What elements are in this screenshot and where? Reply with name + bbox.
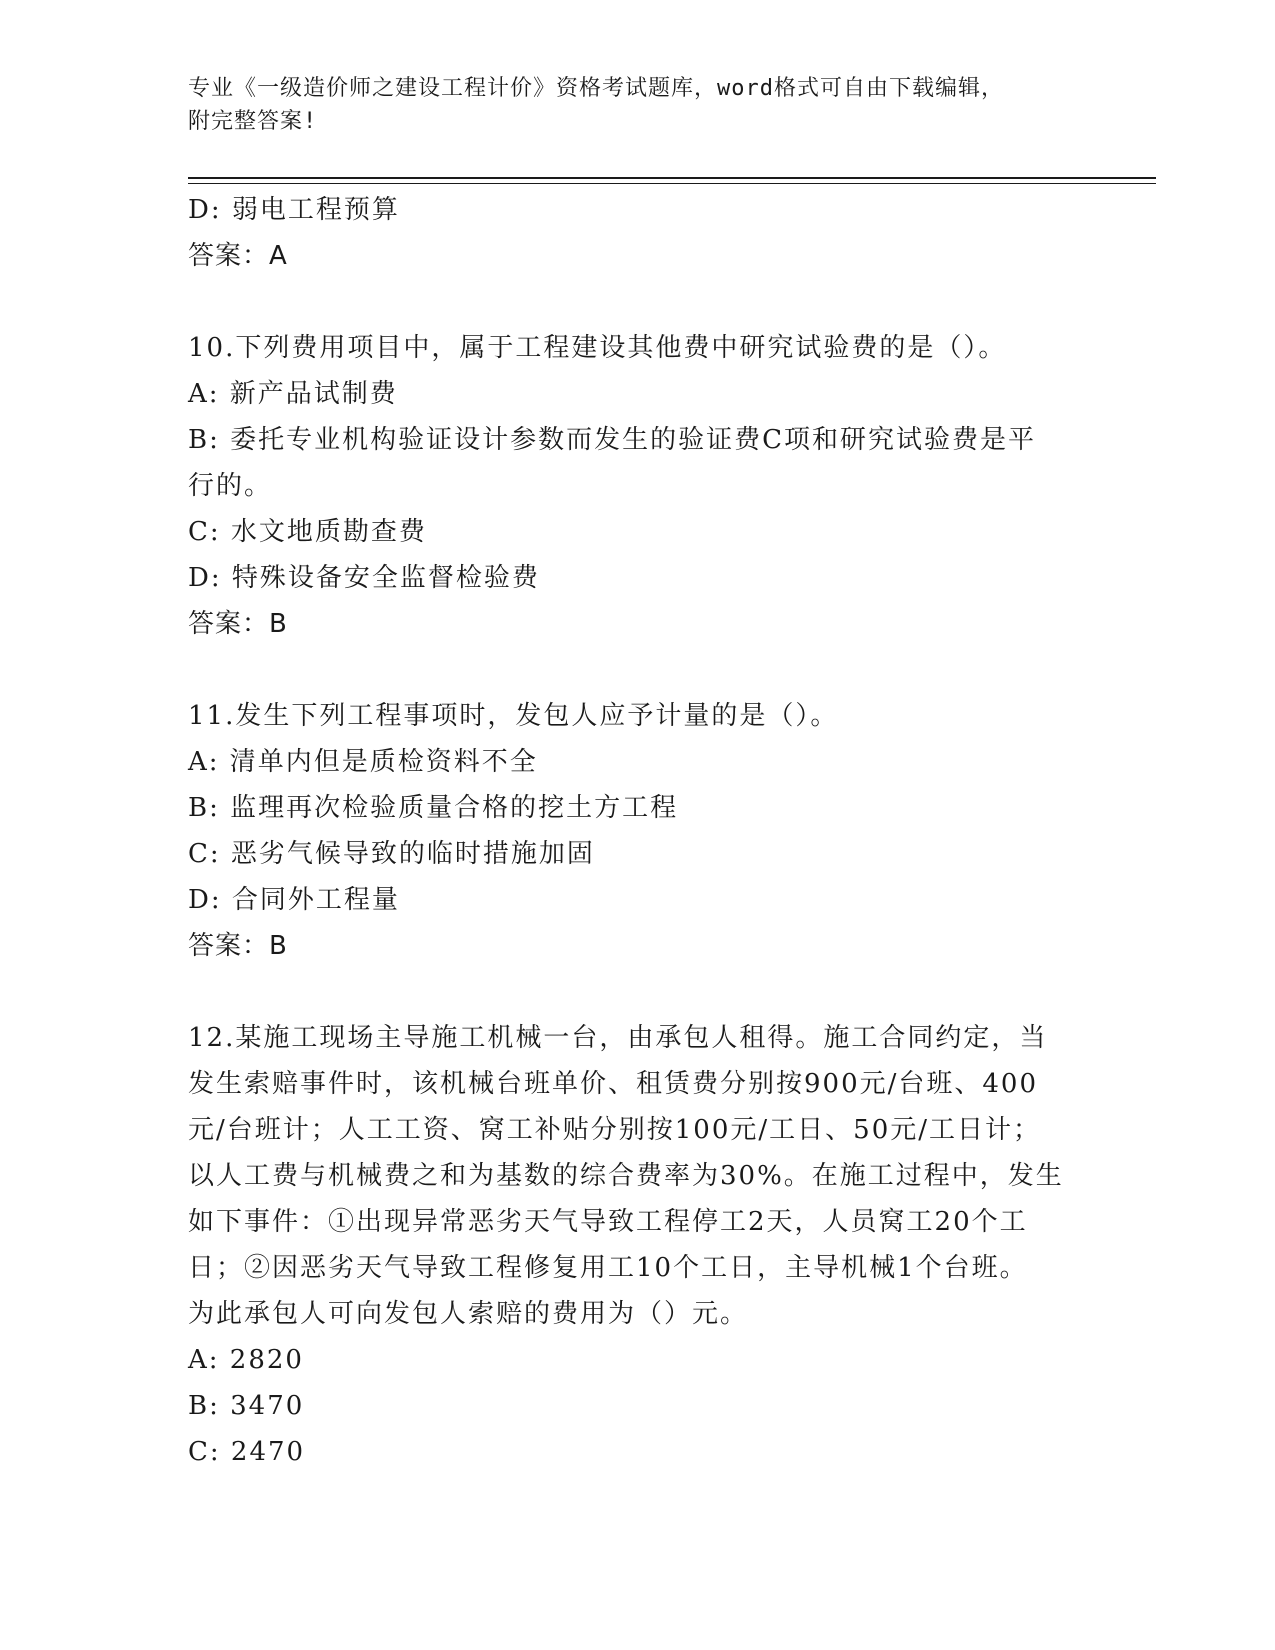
header-divider-thick: [188, 177, 1156, 179]
question-stem-line: 日；②因恶劣天气导致工程修复用工10个工日，主导机械1个台班。: [188, 1253, 1028, 1283]
option-c: C: 水文地质勘查费: [188, 517, 427, 547]
header-line-2: 附完整答案!: [188, 109, 318, 134]
option-a: A: 清单内但是质检资料不全: [188, 747, 538, 777]
question-12: [188, 1015, 1088, 1475]
option-b: B: 委托专业机构验证设计参数而发生的验证费C项和研究试验费是平: [188, 425, 1037, 455]
option-d: D: 特殊设备安全监督检验费: [188, 563, 540, 593]
question-11: [188, 693, 1088, 969]
document-header: [188, 72, 1068, 138]
option-b-continued: 行的。: [188, 471, 273, 501]
carryover-block: [188, 187, 1088, 279]
question-stem-line: 为此承包人可向发包人索赔的费用为（）元。: [188, 1299, 749, 1329]
header-divider-thin: [188, 183, 1156, 184]
question-stem: 11.发生下列工程事项时，发包人应予计量的是（）。: [188, 701, 839, 731]
spacer: [188, 647, 1088, 693]
option-b: B: 3470: [188, 1391, 305, 1421]
option-b: B: 监理再次检验质量合格的挖土方工程: [188, 793, 679, 823]
option-c: C: 2470: [188, 1437, 306, 1467]
spacer: [188, 279, 1088, 325]
answer-line: 答案：B: [188, 931, 288, 961]
option-d: D: 弱电工程预算: [188, 195, 400, 225]
option-a: A: 新产品试制费: [188, 379, 398, 409]
question-stem-line: 如下事件：①出现异常恶劣天气导致工程停工2天，人员窝工20个工: [188, 1207, 1028, 1237]
question-stem-line: 12.某施工现场主导施工机械一台，由承包人租得。施工合同约定，当: [188, 1023, 1048, 1053]
option-d: D: 合同外工程量: [188, 885, 400, 915]
option-c: C: 恶劣气候导致的临时措施加固: [188, 839, 595, 869]
question-stem: 10.下列费用项目中，属于工程建设其他费中研究试验费的是（）。: [188, 333, 1007, 363]
answer-line: 答案：A: [188, 241, 288, 271]
header-line-1: 专业《一级造价师之建设工程计价》资格考试题库，word格式可自由下载编辑，: [188, 76, 1004, 101]
question-10: [188, 325, 1088, 647]
answer-line: 答案：B: [188, 609, 288, 639]
option-a: A: 2820: [188, 1345, 304, 1375]
question-stem-line: 元/台班计；人工工资、窝工补贴分别按100元/工日、50元/工日计；: [188, 1115, 1041, 1145]
spacer: [188, 969, 1088, 1015]
question-stem-line: 发生索赔事件时，该机械台班单价、租赁费分别按900元/台班、400: [188, 1069, 1039, 1099]
question-stem-line: 以人工费与机械费之和为基数的综合费率为30%。在施工过程中，发生: [188, 1161, 1064, 1191]
document-body: [188, 187, 1088, 1475]
